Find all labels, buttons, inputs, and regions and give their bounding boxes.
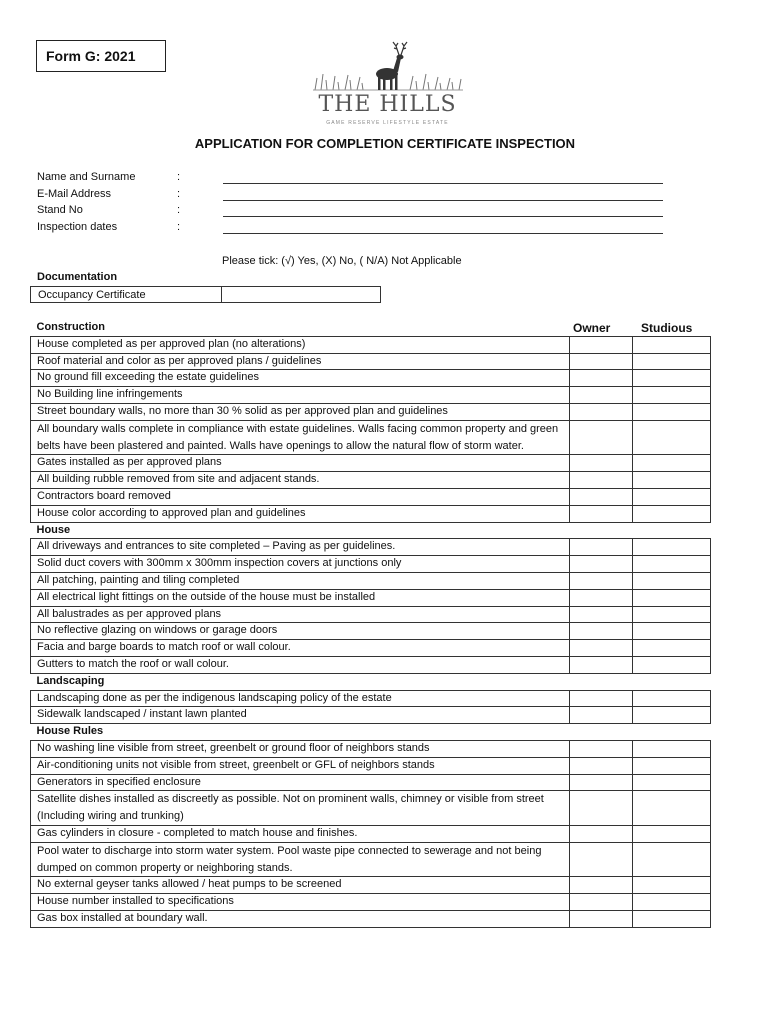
checklist-item-label: Gas cylinders in closure - completed to match house and finishes.: [31, 825, 570, 842]
owner-checkbox-cell[interactable]: [570, 403, 633, 420]
checklist-item-label: All building rubble removed from site and adjacent stands.: [31, 472, 570, 489]
table-row: [31, 505, 711, 522]
studious-checkbox-cell[interactable]: [633, 420, 711, 455]
table-row: [31, 336, 711, 353]
studious-checkbox-cell[interactable]: [633, 472, 711, 489]
studious-checkbox-cell[interactable]: [633, 505, 711, 522]
page-title: APPLICATION FOR COMPLETION CERTIFICATE INSPECTION: [194, 136, 576, 151]
field-email: [37, 188, 677, 205]
checklist-item-label: Satellite dishes installed as discreetly as possible. Not on prominent walls, chimney or visible from street (Including wiring and trunking): [31, 791, 570, 826]
owner-checkbox-cell[interactable]: [570, 572, 633, 589]
checklist-item-label: Pool water to discharge into storm water system. Pool waste pipe connected to sewerage and not being dumped on common property or neighboring stands.: [31, 842, 570, 877]
field-label: E-Mail Address: [37, 187, 111, 200]
studious-checkbox-cell[interactable]: [633, 656, 711, 673]
table-row: [31, 842, 711, 877]
studious-checkbox-cell[interactable]: [633, 894, 711, 911]
checklist-item-label: Street boundary walls, no more than 30 % solid as per approved plan and guidelines: [31, 403, 570, 420]
tick-instruction: Please tick: (√) Yes, (X) No, ( N/A) Not Applicable: [222, 255, 462, 267]
section-blank-cell: [570, 673, 633, 690]
field-label: Name and Surname: [37, 171, 136, 183]
studious-checkbox-cell[interactable]: [633, 690, 711, 707]
checklist-item-label: Contractors board removed: [31, 488, 570, 505]
owner-checkbox-cell[interactable]: [570, 353, 633, 370]
section-header-row: [31, 724, 711, 741]
owner-checkbox-cell[interactable]: [570, 505, 633, 522]
checklist-item-label: Roof material and color as per approved plans / guidelines: [31, 353, 570, 370]
checklist-item-label: Landscaping done as per the indigenous landscaping policy of the estate: [31, 690, 570, 707]
occupancy-certificate-label: Occupancy Certificate: [31, 287, 222, 303]
checklist-item-label: No reflective glazing on windows or garage doors: [31, 623, 570, 640]
checklist-item-label: No external geyser tanks allowed / heat pumps to be screened: [31, 877, 570, 894]
table-row: [31, 556, 711, 573]
owner-checkbox-cell[interactable]: [570, 842, 633, 877]
table-row: [31, 287, 381, 303]
field-colon: :: [177, 171, 181, 183]
owner-checkbox-cell[interactable]: [570, 623, 633, 640]
studious-checkbox-cell[interactable]: [633, 707, 711, 724]
studious-checkbox-cell[interactable]: [633, 387, 711, 404]
owner-checkbox-cell[interactable]: [570, 825, 633, 842]
table-row: [31, 572, 711, 589]
field-colon: :: [177, 204, 181, 216]
studious-checkbox-cell[interactable]: [633, 572, 711, 589]
studious-checkbox-cell[interactable]: [633, 336, 711, 353]
studious-checkbox-cell[interactable]: [633, 910, 711, 927]
dates-input-line[interactable]: [223, 233, 663, 234]
table-row: [31, 707, 711, 724]
section-header-row: [31, 320, 711, 336]
studious-checkbox-cell[interactable]: [633, 488, 711, 505]
studious-checkbox-cell[interactable]: [633, 623, 711, 640]
deer-logo-icon: [305, 40, 470, 92]
section-heading: House Rules: [31, 724, 570, 741]
section-blank-cell: [633, 522, 711, 539]
studious-checkbox-cell[interactable]: [633, 774, 711, 791]
section-blank-cell: [570, 724, 633, 741]
table-row: [31, 589, 711, 606]
table-row: [31, 791, 711, 826]
checklist-item-label: All boundary walls complete in compliance with estate guidelines. Walls facing common property and green belts have been plastered and painted. Walls have openings to allow the natural flow of storm water.: [31, 420, 570, 455]
owner-checkbox-cell[interactable]: [570, 606, 633, 623]
section-blank-cell: [633, 320, 711, 336]
checklist-item-label: Gates installed as per approved plans: [31, 455, 570, 472]
section-blank-cell: [570, 522, 633, 539]
studious-column-header: Studious: [641, 321, 693, 335]
studious-checkbox-cell[interactable]: [633, 556, 711, 573]
table-row: [31, 690, 711, 707]
table-row: [31, 623, 711, 640]
table-row: [31, 455, 711, 472]
checklist-item-label: All patching, painting and tiling completed: [31, 572, 570, 589]
table-row: [31, 877, 711, 894]
owner-checkbox-cell[interactable]: [570, 370, 633, 387]
table-row: [31, 403, 711, 420]
section-header-row: [31, 522, 711, 539]
owner-checkbox-cell[interactable]: [570, 894, 633, 911]
owner-checkbox-cell[interactable]: [570, 589, 633, 606]
logo-title: THE HILLS: [318, 92, 457, 117]
section-blank-cell: [633, 724, 711, 741]
studious-checkbox-cell[interactable]: [633, 606, 711, 623]
studious-checkbox-cell[interactable]: [633, 455, 711, 472]
field-label: Inspection dates: [37, 220, 118, 233]
checklist-item-label: All balustrades as per approved plans: [31, 606, 570, 623]
table-row: [31, 740, 711, 757]
studious-checkbox-cell[interactable]: [633, 791, 711, 826]
checklist-item-label: House color according to approved plan and guidelines: [31, 505, 570, 522]
studious-checkbox-cell[interactable]: [633, 589, 711, 606]
estate-logo: [305, 40, 470, 135]
studious-checkbox-cell[interactable]: [633, 740, 711, 757]
table-row: [31, 472, 711, 489]
checklist-item-label: No washing line visible from street, greenbelt or ground floor of neighbors stands: [31, 740, 570, 757]
studious-checkbox-cell[interactable]: [633, 757, 711, 774]
table-row: [31, 910, 711, 927]
section-blank-cell: [633, 673, 711, 690]
checklist-item-label: Generators in specified enclosure: [31, 774, 570, 791]
checklist-item-label: House completed as per approved plan (no alterations): [31, 336, 570, 353]
field-stand: [37, 204, 677, 221]
studious-checkbox-cell[interactable]: [633, 539, 711, 556]
checklist-item-label: No ground fill exceeding the estate guidelines: [31, 370, 570, 387]
checklist-item-label: Gutters to match the roof or wall colour.: [31, 656, 570, 673]
owner-checkbox-cell[interactable]: [570, 640, 633, 657]
owner-checkbox-cell[interactable]: [570, 656, 633, 673]
logo-tagline: GAME RESERVE LIFESTYLE ESTATE: [326, 120, 449, 126]
table-row: [31, 640, 711, 657]
studious-checkbox-cell[interactable]: [633, 403, 711, 420]
applicant-fields: [37, 171, 677, 237]
checklist-item-label: No Building line infringements: [31, 387, 570, 404]
studious-checkbox-cell[interactable]: [633, 353, 711, 370]
table-row: [31, 606, 711, 623]
checklist-item-label: Solid duct covers with 300mm x 300mm inspection covers at junctions only: [31, 556, 570, 573]
section-heading: Landscaping: [31, 673, 570, 690]
owner-checkbox-cell[interactable]: [570, 539, 633, 556]
name-input-line[interactable]: [223, 183, 663, 184]
owner-checkbox-cell[interactable]: [570, 690, 633, 707]
checklist-item-label: Sidewalk landscaped / instant lawn planted: [31, 707, 570, 724]
table-row: [31, 539, 711, 556]
owner-checkbox-cell[interactable]: [570, 455, 633, 472]
studious-checkbox-cell[interactable]: [633, 640, 711, 657]
studious-checkbox-cell[interactable]: [633, 825, 711, 842]
form-label: Form G: 2021: [36, 40, 166, 72]
field-dates: [37, 221, 677, 238]
table-row: [31, 488, 711, 505]
table-row: [31, 757, 711, 774]
owner-checkbox-cell[interactable]: [570, 556, 633, 573]
owner-checkbox-cell[interactable]: [570, 336, 633, 353]
table-row: [31, 387, 711, 404]
table-row: [31, 353, 711, 370]
email-input-line[interactable]: [223, 200, 663, 201]
field-colon: :: [177, 187, 181, 200]
inspection-checklist: [30, 320, 711, 928]
checklist-item-label: Gas box installed at boundary wall.: [31, 910, 570, 927]
field-name: [37, 171, 677, 188]
owner-checkbox-cell[interactable]: [570, 387, 633, 404]
section-blank-cell: [570, 320, 633, 336]
table-row: [31, 774, 711, 791]
checklist-item-label: Facia and barge boards to match roof or wall colour.: [31, 640, 570, 657]
table-row: [31, 420, 711, 455]
field-label: Stand No: [37, 204, 83, 216]
section-heading: House: [31, 522, 570, 539]
owner-checkbox-cell[interactable]: [570, 910, 633, 927]
checklist-item-label: House number installed to specifications: [31, 894, 570, 911]
documentation-table: [30, 286, 381, 303]
table-row: [31, 370, 711, 387]
owner-checkbox-cell[interactable]: [570, 774, 633, 791]
documentation-heading: Documentation: [37, 271, 118, 283]
table-row: [31, 825, 711, 842]
owner-checkbox-cell[interactable]: [570, 740, 633, 757]
owner-checkbox-cell[interactable]: [570, 757, 633, 774]
owner-checkbox-cell[interactable]: [570, 707, 633, 724]
table-row: [31, 894, 711, 911]
owner-checkbox-cell[interactable]: [570, 488, 633, 505]
owner-checkbox-cell[interactable]: [570, 791, 633, 826]
owner-checkbox-cell[interactable]: [570, 472, 633, 489]
stand-input-line[interactable]: [223, 216, 663, 217]
owner-checkbox-cell[interactable]: [570, 877, 633, 894]
checklist-item-label: All driveways and entrances to site completed – Paving as per guidelines.: [31, 539, 570, 556]
owner-column-header: Owner: [573, 321, 611, 335]
owner-checkbox-cell[interactable]: [570, 420, 633, 455]
section-header-row: [31, 673, 711, 690]
studious-checkbox-cell[interactable]: [633, 370, 711, 387]
studious-checkbox-cell[interactable]: [633, 877, 711, 894]
table-row: [31, 656, 711, 673]
checklist-item-label: All electrical light fittings on the outside of the house must be installed: [31, 589, 570, 606]
studious-checkbox-cell[interactable]: [633, 842, 711, 877]
field-colon: :: [177, 220, 181, 233]
section-heading: Construction: [31, 320, 570, 336]
checklist-item-label: Air-conditioning units not visible from street, greenbelt or GFL of neighbors stands: [31, 757, 570, 774]
occupancy-certificate-checkbox[interactable]: [222, 287, 381, 303]
